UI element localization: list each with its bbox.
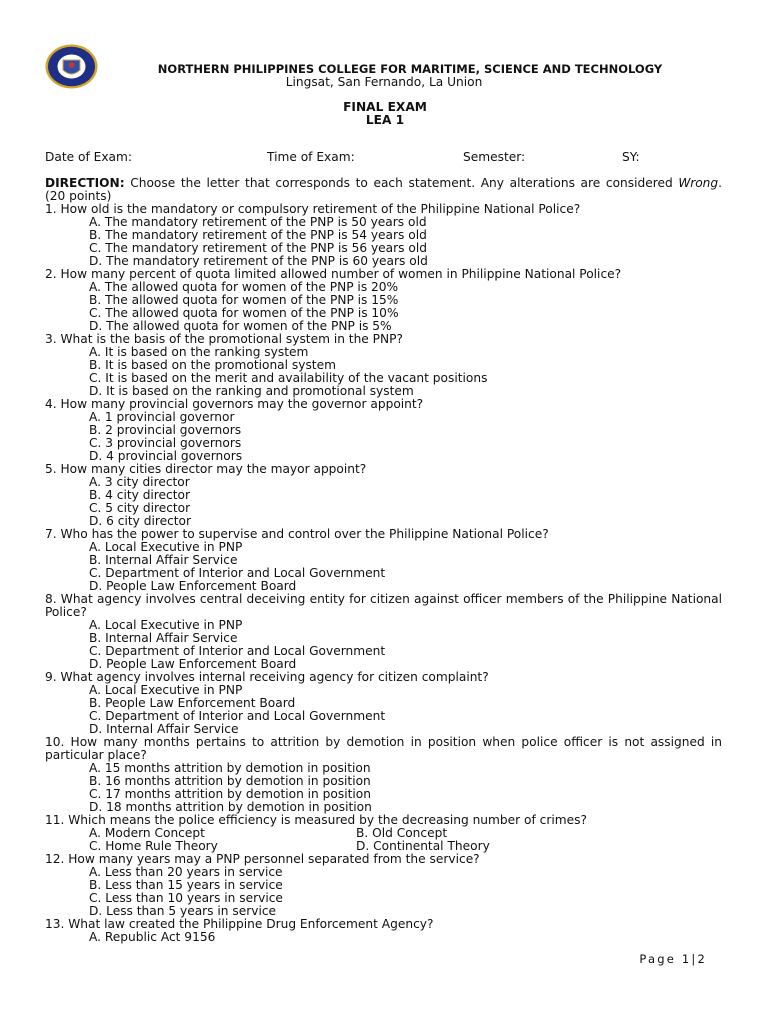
question-text: 12. How many years may a PNP personnel separated from the service?	[45, 852, 480, 866]
answer-option: D. People Law Enforcement Board	[89, 657, 297, 671]
answer-option: A. Less than 20 years in service	[89, 865, 283, 879]
date-of-exam-label: Date of Exam:	[45, 150, 132, 164]
subject-code: LEA 1	[365, 113, 405, 127]
answer-option: D. People Law Enforcement Board	[89, 579, 297, 593]
answer-option: B. Less than 15 years in service	[89, 878, 283, 892]
college-seal-logo	[45, 44, 98, 89]
answer-option: A. Modern Concept	[89, 826, 205, 840]
answer-option: D. It is based on the ranking and promotional system	[89, 384, 414, 398]
page-number: Page 1|2	[639, 952, 707, 966]
answer-option: C. 3 provincial governors	[89, 436, 242, 450]
question-text: 9. What agency involves internal receiving agency for citizen complaint?	[45, 670, 489, 684]
exam-title	[240, 101, 530, 127]
answer-option: B. Internal Affair Service	[89, 553, 238, 567]
question-text: 2. How many percent of quota limited allowed number of women in Philippine National Police?	[45, 267, 622, 281]
answer-option: D. The mandatory retirement of the PNP is 60 years old	[89, 254, 428, 268]
direction-paragraph	[45, 177, 722, 203]
answer-option: D. The allowed quota for women of the PNP is 5%	[89, 319, 392, 333]
answer-option: B. 4 city director	[89, 488, 190, 502]
answer-option: A. 3 city director	[89, 475, 190, 489]
answer-option: A. Local Executive in PNP	[89, 618, 243, 632]
direction-label: DIRECTION:	[45, 176, 125, 190]
answer-option: D. Less than 5 years in service	[89, 904, 277, 918]
answer-option: C. The allowed quota for women of the PNP is 10%	[89, 306, 399, 320]
exam-name: FINAL EXAM	[343, 100, 427, 114]
answer-option: C. Less than 10 years in service	[89, 891, 283, 905]
direction-text-2: . (20 points)	[45, 176, 722, 203]
answer-option: B. Internal Affair Service	[89, 631, 238, 645]
answer-option: C. It is based on the merit and availability of the vacant positions	[89, 371, 488, 385]
answer-option: C. 17 months attrition by demotion in position	[89, 787, 371, 801]
answer-option: D. 18 months attrition by demotion in position	[89, 800, 372, 814]
answer-option: B. People Law Enforcement Board	[89, 696, 296, 710]
question-text: 8. What agency involves central deceiving entity for citizen against officer members of the Philippine National Police?	[45, 592, 722, 619]
question-text: 5. How many cities director may the mayor appoint?	[45, 462, 367, 476]
answer-option: A. Local Executive in PNP	[89, 540, 243, 554]
answer-option: B. The allowed quota for women of the PNP is 15%	[89, 293, 399, 307]
answer-option: A. 15 months attrition by demotion in position	[89, 761, 371, 775]
direction-text-1: Choose the letter that corresponds to each statement. Any alterations are considered	[124, 176, 679, 190]
answer-option: D. Internal Affair Service	[89, 722, 239, 736]
answer-option: B. 16 months attrition by demotion in position	[89, 774, 371, 788]
answer-option: C. Department of Interior and Local Government	[89, 644, 386, 658]
answer-option: C. Home Rule Theory	[89, 839, 218, 853]
answer-option: A. Local Executive in PNP	[89, 683, 243, 697]
answer-option: D. Continental Theory	[356, 839, 490, 853]
answer-option: B. 2 provincial governors	[89, 423, 242, 437]
college-address: Lingsat, San Fernando, La Union	[285, 75, 483, 89]
question-text: 3. What is the basis of the promotional system in the PNP?	[45, 332, 403, 346]
question-text: 7. Who has the power to supervise and control over the Philippine National Police?	[45, 527, 549, 541]
answer-option: A. Republic Act 9156	[89, 930, 216, 944]
direction-emphasis: Wrong	[678, 176, 719, 190]
answer-option: B. Old Concept	[356, 826, 448, 840]
answer-option: A. It is based on the ranking system	[89, 345, 309, 359]
semester-label: Semester:	[463, 150, 526, 164]
question-text: 13. What law created the Philippine Drug Enforcement Agency?	[45, 917, 434, 931]
answer-option: A. The mandatory retirement of the PNP is 50 years old	[89, 215, 427, 229]
exam-content	[45, 177, 722, 944]
answer-option: C. The mandatory retirement of the PNP is 56 years old	[89, 241, 427, 255]
college-name: NORTHERN PHILIPPINES COLLEGE FOR MARITIME, SCIENCE AND TECHNOLOGY	[157, 62, 663, 76]
question-text: 10. How many months pertains to attrition by demotion in position when police officer is not assigned in particular place?	[45, 735, 722, 762]
question-text: 1. How old is the mandatory or compulsory retirement of the Philippine National Police?	[45, 202, 581, 216]
answer-option: D. 4 provincial governors	[89, 449, 243, 463]
time-of-exam-label: Time of Exam:	[267, 150, 355, 164]
question-text: 4. How many provincial governors may the governor appoint?	[45, 397, 424, 411]
answer-option: B. The mandatory retirement of the PNP is 54 years old	[89, 228, 427, 242]
answer-option: C. Department of Interior and Local Government	[89, 566, 386, 580]
answer-option: C. Department of Interior and Local Government	[89, 709, 386, 723]
question-text: 11. Which means the police efficiency is measured by the decreasing number of crimes?	[45, 813, 587, 827]
answer-option: D. 6 city director	[89, 514, 192, 528]
answer-option: C. 5 city director	[89, 501, 191, 515]
answer-option: B. It is based on the promotional system	[89, 358, 336, 372]
answer-option: A. 1 provincial governor	[89, 410, 235, 424]
school-year-label: SY:	[622, 150, 640, 164]
answer-option: A. The allowed quota for women of the PNP is 20%	[89, 280, 399, 294]
